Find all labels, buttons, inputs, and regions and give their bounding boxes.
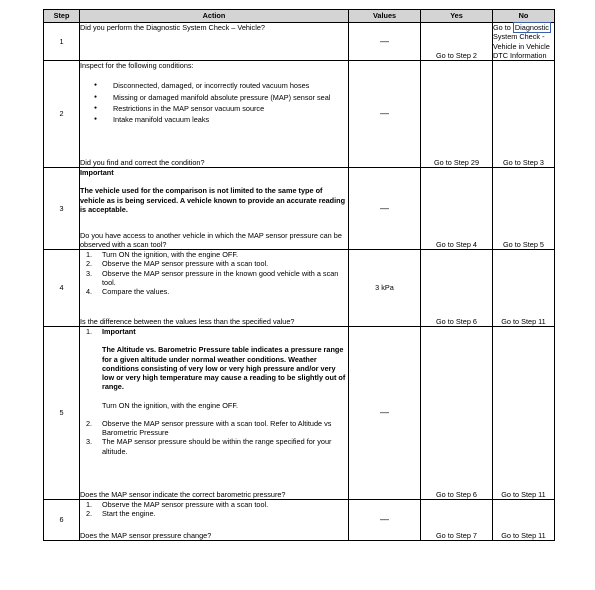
important-label: Important: [102, 327, 136, 337]
list-item: ● Intake manifold vacuum leaks: [94, 115, 348, 124]
diagnostic-table: [43, 9, 555, 541]
important-text: The vehicle used for the comparison is not limited to the same type of vehicle as is being serviced. A vehicle known to provide an accurate reading is acceptable.: [80, 186, 346, 214]
value-text: —: [380, 407, 389, 418]
question-text: Does the MAP sensor indicate the correct barometric pressure?: [80, 489, 286, 499]
list-item: 2. Start the engine.: [86, 509, 156, 519]
list-item: ● Missing or damaged manifold absolute pressure (MAP) sensor seal: [94, 93, 348, 102]
yes-link[interactable]: Go to Step 6: [421, 327, 493, 500]
value-cell: [349, 500, 421, 541]
value-cell: [349, 250, 421, 327]
list-item: 3. Observe the MAP sensor pressure in the known good vehicle with a scan tool.: [86, 268, 339, 287]
value-cell: [349, 61, 421, 168]
step-number: 1: [44, 23, 80, 61]
table-row: [44, 168, 555, 250]
yes-link[interactable]: Go to Step 29: [421, 61, 493, 168]
table-row: [44, 500, 555, 541]
header-action: Action: [80, 10, 349, 23]
no-prefix: Go to: [493, 23, 513, 32]
question-text: Does the MAP sensor pressure change?: [80, 530, 212, 540]
question-text: Did you perform the Diagnostic System Check – Vehicle?: [80, 23, 265, 32]
list-item: 1. Observe the MAP sensor pressure with a scan tool.: [86, 500, 269, 510]
action-cell: [80, 500, 349, 541]
no-link[interactable]: Go to Step 5: [493, 168, 555, 250]
table-row: [44, 250, 555, 327]
condition-list: [80, 81, 348, 124]
list-item: 3. The MAP sensor pressure should be within the range specified for your altitude.: [86, 437, 332, 456]
list-item: 2. Observe the MAP sensor pressure with a scan tool. Refer to Altitude vs Barometric Pressure: [86, 418, 332, 438]
yes-link[interactable]: Go to Step 2: [421, 23, 493, 61]
value-cell: [349, 23, 421, 61]
value-text: —: [380, 514, 389, 525]
list-item: 4. Compare the values.: [86, 287, 170, 297]
header-no: No: [493, 10, 555, 23]
no-link[interactable]: Go to Step 11: [493, 327, 555, 500]
list-item: 2. Observe the MAP sensor pressure with a scan tool.: [86, 259, 269, 269]
action-cell: [80, 61, 349, 168]
table-row: [44, 23, 555, 61]
important-label: Important: [80, 168, 114, 178]
step-number: 6: [44, 500, 80, 541]
yes-link[interactable]: Go to Step 4: [421, 168, 493, 250]
step-number: 5: [44, 327, 80, 500]
value-text: 3 kPa: [375, 283, 394, 293]
no-link-rest[interactable]: System Check - Vehicle in Vehicle DTC Information: [493, 32, 550, 60]
diagnostic-system-check-link[interactable]: Diagnostic: [514, 23, 549, 32]
no-cell: [493, 23, 555, 61]
list-item: ● Disconnected, damaged, or incorrectly routed vacuum hoses: [94, 81, 348, 90]
no-link[interactable]: Go to Step 3: [493, 61, 555, 168]
question-text: Do you have access to another vehicle in which the MAP sensor pressure can be observed with a scan tool?: [80, 230, 342, 249]
intro-text: Inspect for the following conditions:: [80, 61, 194, 71]
action-cell: [80, 168, 349, 250]
important-text: The Altitude vs. Barometric Pressure table indicates a pressure range for a given altitude under normal weather conditions. Weather conditions consisting of very low or very high pressure and/or very low or very high temperature may cause a reading to be slightly out of range.: [102, 345, 346, 392]
value-text: —: [380, 35, 389, 46]
yes-link[interactable]: Go to Step 6: [421, 250, 493, 327]
table-row: [44, 61, 555, 168]
step-number: 3: [44, 168, 80, 250]
no-link[interactable]: Go to Step 11: [493, 500, 555, 541]
table-row: [44, 327, 555, 500]
action-cell: [80, 250, 349, 327]
no-link[interactable]: Go to Step 11: [493, 250, 555, 327]
question-text: Did you find and correct the condition?: [80, 157, 205, 167]
step-text: Turn ON the ignition, with the engine OFF.: [102, 400, 239, 410]
yes-link[interactable]: Go to Step 7: [421, 500, 493, 541]
header-yes: Yes: [421, 10, 493, 23]
header-row: [44, 10, 555, 23]
question-text: Is the difference between the values less than the specified value?: [80, 316, 295, 326]
step-number: 4: [44, 250, 80, 327]
step-number: 2: [44, 61, 80, 168]
header-step: Step: [44, 10, 80, 23]
list-item: 1. Important The Altitude vs. Barometric Pressure table indicates a pressure range for a given altitude under normal weather conditions. Weather conditions consisting of very low or very high pressure and/or very low or very high temperature may cause a reading to be slightly out of range. Turn ON the ignition, with the engine OFF.: [80, 327, 348, 410]
procedure-list: [80, 500, 348, 519]
value-cell: [349, 168, 421, 250]
list-item: 1. Turn ON the ignition, with the engine OFF.: [86, 250, 239, 260]
procedure-list: [80, 327, 348, 456]
value-cell: [349, 327, 421, 500]
procedure-list: [80, 250, 348, 296]
action-cell: [80, 327, 349, 500]
value-text: —: [380, 108, 389, 119]
action-cell: [80, 23, 349, 61]
value-text: —: [380, 202, 389, 213]
list-item: ● Restrictions in the MAP sensor vacuum source: [94, 104, 348, 113]
header-values: Values: [349, 10, 421, 23]
